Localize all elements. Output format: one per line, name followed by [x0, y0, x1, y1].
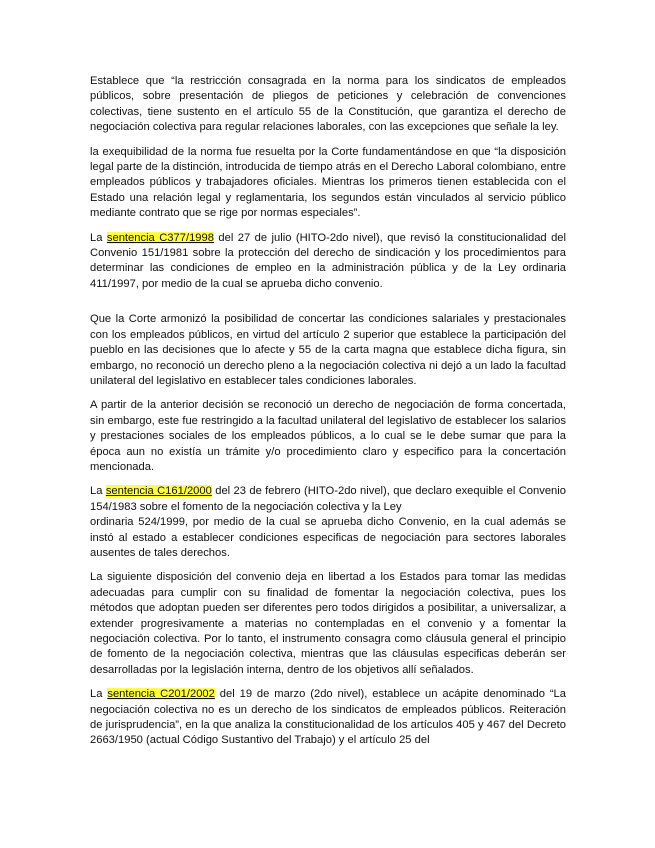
paragraph-text: A partir de la anterior decisión se reconoció un derecho de negociación de forma concertada, sin embargo, este fue restringido a la facultad unilateral del legislativo de establecer los salarios y prestaciones sociales de los empleados públicos, a lo cual se le debe sumar que para la época aun no existía un trámite y/o procedimiento claro y especifico para la concertación mencionada. — [90, 399, 566, 473]
paragraph-3 — [90, 231, 566, 293]
paragraph-text: Que la Corte armonizó la posibilidad de concertar las condiciones salariales y prestacionales con los empleados públicos, en virtud del artículo 2 superior que establece la participación del pueblo en las decisiones que lo afecte y 55 de la carta magna que establece dicha figura, sin embargo, no reconoció un derecho pleno a la negociación colectiva ni dejó a un lado la facultad unilateral del legislativo en establecer tales condiciones laborales. — [90, 313, 566, 387]
paragraph-1 — [90, 74, 566, 136]
document-page — [90, 74, 566, 758]
paragraph-2 — [90, 145, 566, 222]
paragraph-text-line1: del 23 de febrero (HITO-2do nivel), que declaro exequible el Convenio 154/1983 sobre el fomento de la negociación colectiva y la Ley — [90, 485, 566, 513]
paragraph-text: del 19 de marzo (2do nivel), establece un acápite denominado “La negociación colectiva no es un derecho de los sindicatos de empleados públicos. Reiteración de jurisprudencia”, en la que analiza la constitucionalidad de los artículos 405 y 467 del Decreto 2663/1950 (actual Código Sustantivo del Trabajo) y el artículo 25 del — [90, 688, 566, 747]
highlighted-case-reference: sentencia C377/1998 — [106, 231, 214, 244]
highlighted-case-reference: sentencia C201/2002 — [107, 688, 215, 701]
paragraph-prefix: La — [90, 688, 108, 701]
paragraph-text: Establece que “la restricción consagrada en la norma para los sindicatos de empleados públicos, sobre presentación de pliegos de peticiones y celebración de convenciones colectivas, tiene sustento en el artículo 55 de la Constitución, que garantiza el derecho de negociación colectiva para regular relaciones laborales, con las excepciones que señale la ley. — [90, 75, 566, 134]
paragraph-8 — [90, 687, 566, 749]
paragraph-6 — [90, 484, 566, 561]
paragraph-7 — [90, 570, 566, 678]
paragraph-text: La siguiente disposición del convenio deja en libertad a los Estados para tomar las medidas adecuadas para cumplir con su finalidad de fomentar la negociación colectiva, pues los métodos que adoptan pueden ser diferentes pero todos dirigidos a posibilitar, a universalizar, a extender progresivamente a materias no contempladas en el convenio y a fomentar la negociación colectiva. Por lo tanto, el instrumento consagra como cláusula general el principio de fomento de la negociación colectiva, mientras que las cláusulas especificas deberán ser desarrolladas por la legislación interna, dentro de los objetivos allí señalados. — [90, 571, 566, 676]
paragraph-prefix: La — [90, 231, 107, 244]
paragraph-text: ordinaria 524/1999, por medio de la cual se aprueba dicho Convenio, en la cual además se instó al estado a establecer condiciones especificas de negociación para sectores laborales ausentes de tales derechos. — [90, 516, 566, 559]
highlighted-case-reference: sentencia C161/2000 — [105, 485, 212, 498]
paragraph-4 — [90, 312, 566, 389]
paragraph-text: la exequibilidad de la norma fue resuelta por la Corte fundamentándose en que “la disposición legal parte de la distinción, introducida de tiempo atrás en el Derecho Laboral colombiano, entre empleados públicos y trabajadores oficiales. Mientras los primeros tienen establecida con el Estado una relación legal y reglamentaria, los segundos están vinculados al servicio público mediante contrato que se rige por normas especiales”. — [90, 145, 566, 220]
paragraph-prefix: La — [90, 485, 106, 498]
paragraph-5 — [90, 398, 566, 475]
paragraph-text: del 27 de julio (HITO-2do nivel), que revisó la constitucionalidad del Convenio 151/1981 sobre la protección del derecho de sindicación y los procedimientos para determinar las condiciones de empleo en la administración pública y de la Ley ordinaria 411/1997, por medio de la cual se aprueba dicho convenio. — [90, 231, 566, 290]
